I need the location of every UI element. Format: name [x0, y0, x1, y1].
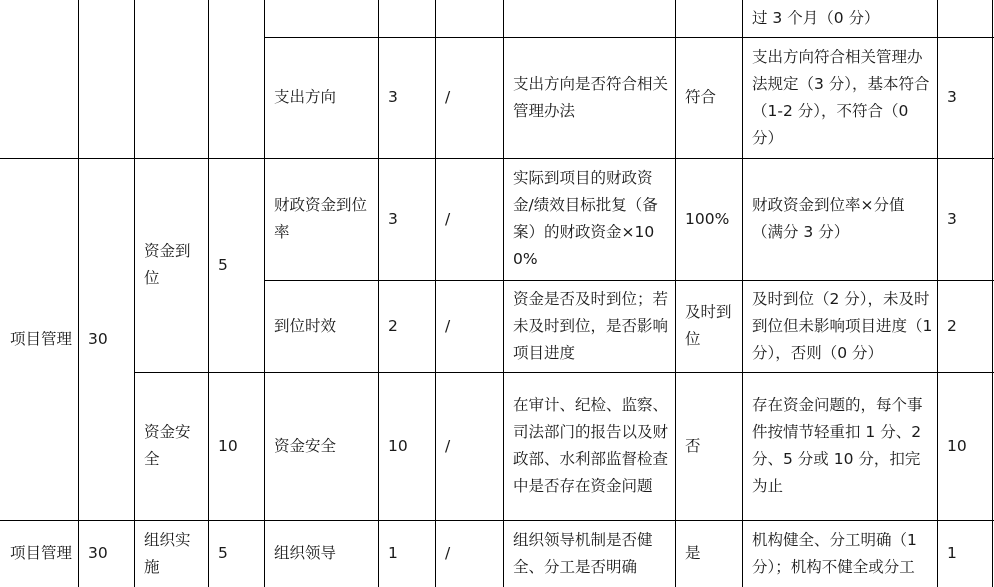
indicator-name-cell: 支出方向	[274, 88, 337, 106]
weight-cell: 3	[388, 209, 398, 228]
primary-weight-cell: 30	[88, 544, 108, 562]
indicator-description-cell: 资金是否及时到位；若未及时到位，是否影响项目进度	[513, 289, 669, 362]
score-cell: 2	[947, 316, 957, 335]
score-cell: 1	[947, 544, 957, 562]
score-cell: 3	[947, 209, 957, 228]
weight-cell: 10	[388, 436, 408, 455]
indicator-name-cell: 资金安全	[274, 436, 337, 455]
secondary-indicator-cell: 资金到位	[144, 242, 191, 287]
score-cell: 3	[947, 88, 957, 106]
target-cell: /	[445, 209, 451, 228]
secondary-indicator-cell: 资金安全	[144, 423, 191, 468]
primary-indicator-cell: 项目管理	[10, 329, 73, 348]
actual-value-cell: 是	[685, 544, 701, 562]
actual-value-cell: 及时到位	[685, 303, 732, 348]
secondary-weight-cell: 5	[218, 544, 228, 562]
indicator-description-cell: 组织领导机制是否健全、分工是否明确	[513, 530, 653, 576]
col-divider	[992, 0, 993, 587]
secondary-weight-cell: 5	[218, 255, 228, 274]
actual-value-cell: 否	[685, 436, 701, 455]
scoring-criteria-cell: 机构健全、分工明确（1 分）；机构不健全或分工	[752, 530, 917, 576]
secondary-indicator-cell: 组织实施	[144, 530, 191, 576]
indicator-description-cell: 支出方向是否符合相关管理办法	[513, 74, 669, 120]
target-cell: /	[445, 88, 451, 106]
indicator-name-cell: 到位时效	[274, 316, 337, 335]
scoring-criteria-cell: 及时到位（2 分），未及时到位但未影响项目进度（1 分），否则（0 分）	[752, 289, 933, 362]
score-cell: 10	[947, 436, 967, 455]
scoring-criteria-cell: 财政资金到位率×分值（满分 3 分）	[752, 196, 905, 241]
scoring-criteria-cell: 存在资金问题的，每个事件按情节轻重扣 1 分、2 分、5 分或 10 分，扣完为止	[752, 396, 923, 495]
target-cell: /	[445, 316, 451, 335]
primary-indicator-cell: 项目管理	[10, 544, 73, 562]
weight-cell: 2	[388, 316, 398, 335]
indicator-description-cell: 实际到项目的财政资金/绩效目标批复（备案）的财政资金×100%	[513, 169, 658, 268]
target-cell: /	[445, 544, 451, 562]
actual-value-cell: 符合	[685, 88, 717, 106]
scoring-criteria-cell: 过 3 个月（0 分）	[752, 9, 880, 27]
target-cell: /	[445, 436, 451, 455]
indicator-description-cell: 在审计、纪检、监察、司法部门的报告以及财政部、水利部监督检查中是否存在资金问题	[513, 396, 669, 495]
secondary-weight-cell: 10	[218, 436, 238, 455]
primary-weight-cell: 30	[88, 329, 108, 348]
indicator-name-cell: 财政资金到位率	[274, 196, 368, 241]
weight-cell: 1	[388, 544, 398, 562]
weight-cell: 3	[388, 88, 398, 106]
actual-value-cell: 100%	[685, 209, 730, 228]
scoring-criteria-cell: 支出方向符合相关管理办法规定（3 分），基本符合（1-2 分），不符合（0 分）	[752, 47, 930, 147]
indicator-name-cell: 组织领导	[274, 544, 337, 562]
